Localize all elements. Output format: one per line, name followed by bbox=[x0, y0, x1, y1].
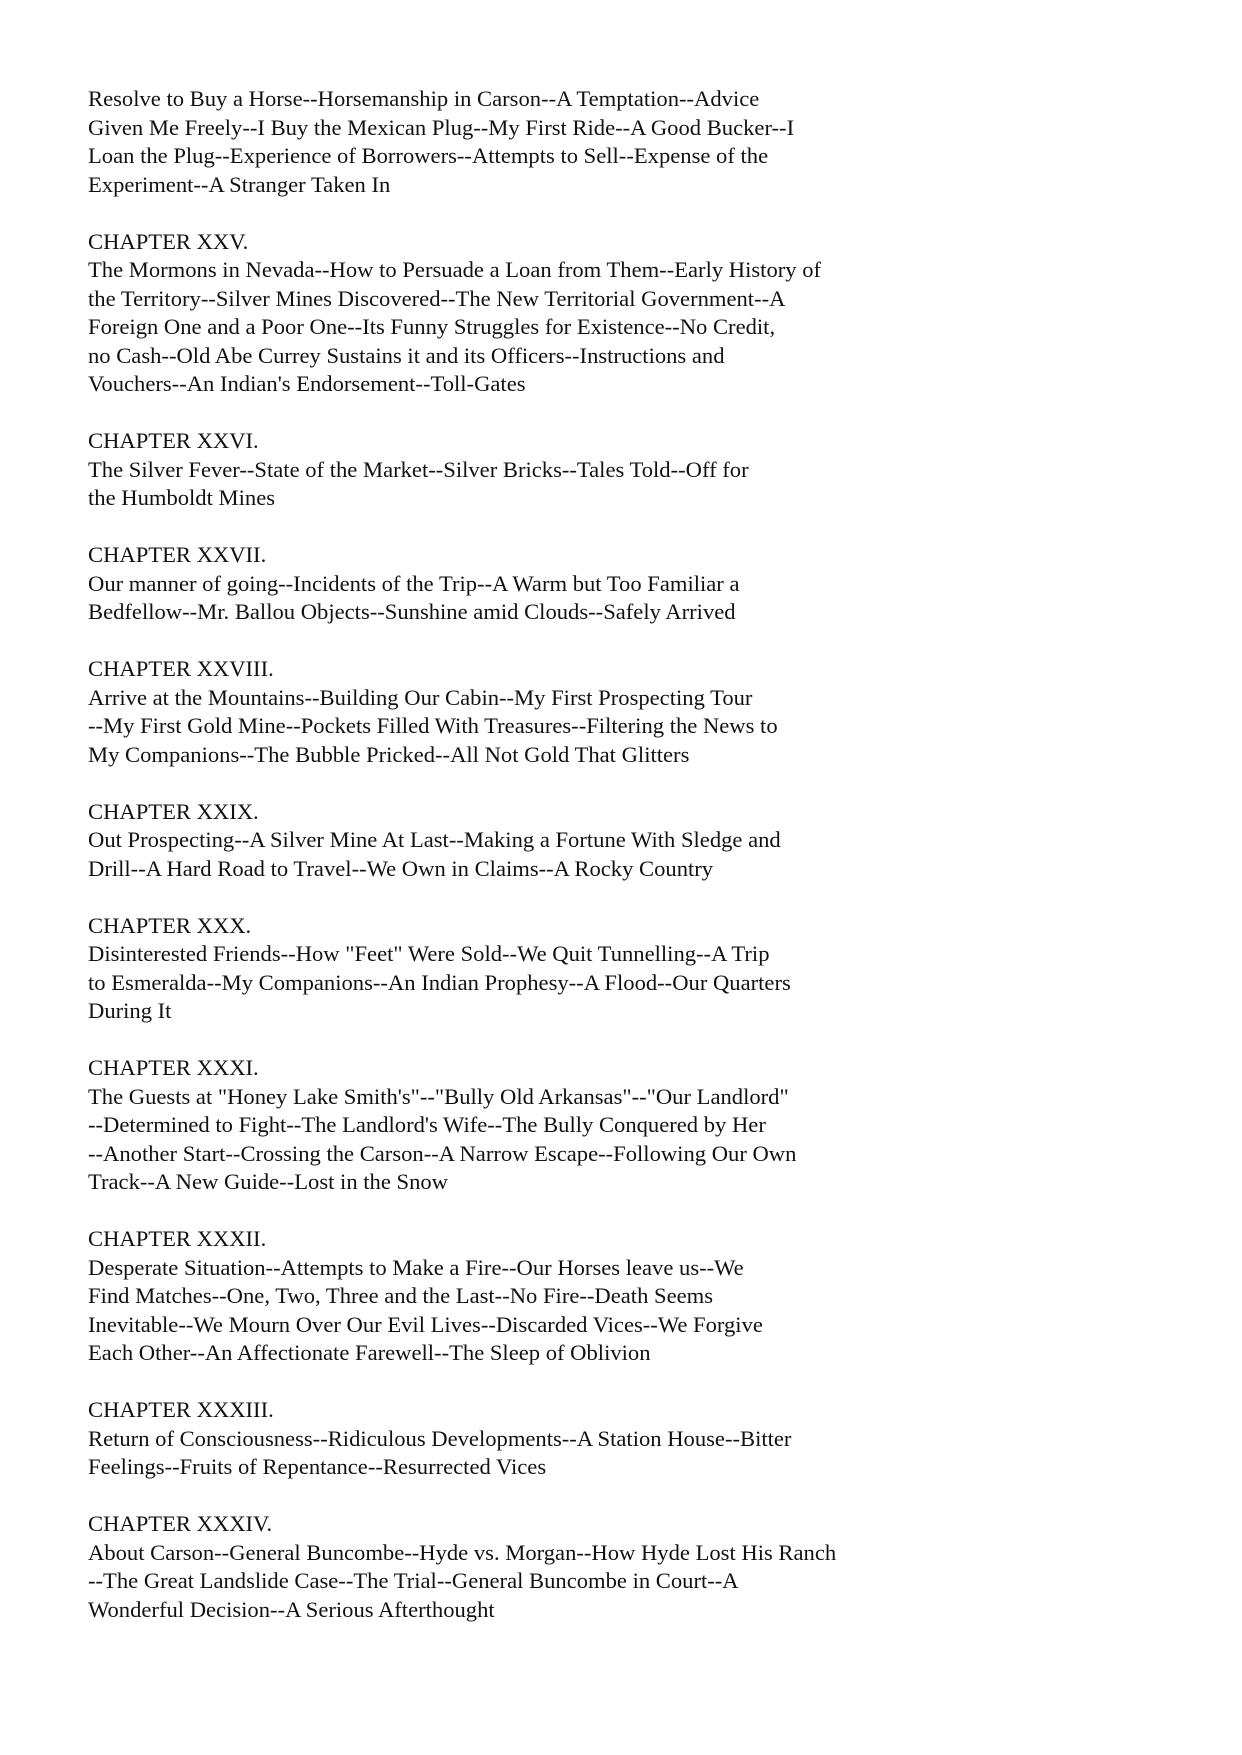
chapter-heading: CHAPTER XXVI. bbox=[88, 428, 259, 453]
text-line: Disinterested Friends--How "Feet" Were Sold--We Quit Tunnelling--A Trip bbox=[88, 941, 770, 966]
text-line: Foreign One and a Poor One--Its Funny Struggles for Existence--No Credit, bbox=[88, 314, 776, 339]
text-line: The Mormons in Nevada--How to Persuade a Loan from Them--Early History of bbox=[88, 257, 822, 282]
text-line: Desperate Situation--Attempts to Make a Fire--Our Horses leave us--We bbox=[88, 1254, 744, 1280]
text-line: no Cash--Old Abe Currey Sustains it and its Officers--Instructions and bbox=[88, 342, 725, 368]
chapter-heading: CHAPTER XXXI. bbox=[88, 1055, 259, 1080]
intro-paragraph bbox=[88, 85, 1188, 199]
chapter-heading: CHAPTER XXXII. bbox=[88, 1226, 267, 1251]
chapter-xxxi bbox=[88, 1054, 1188, 1197]
chapter-xxix bbox=[88, 798, 1188, 884]
text-line: Drill--A Hard Road to Travel--We Own in Claims--A Rocky Country bbox=[88, 855, 714, 881]
text-line: Find Matches--One, Two, Three and the Last--No Fire--Death Seems bbox=[88, 1283, 714, 1308]
text-line: --Another Start--Crossing the Carson--A Narrow Escape--Following Our Own bbox=[88, 1140, 797, 1166]
text-line: Given Me Freely--I Buy the Mexican Plug--My First Ride--A Good Bucker--I bbox=[88, 114, 795, 140]
chapter-heading: CHAPTER XXXIII. bbox=[88, 1397, 274, 1422]
chapter-xxxiv bbox=[88, 1510, 1188, 1624]
text-line: The Guests at "Honey Lake Smith's"--"Bully Old Arkansas"--"Our Landlord" bbox=[88, 1083, 789, 1109]
chapter-xxvi bbox=[88, 427, 1188, 513]
text-line: to Esmeralda--My Companions--An Indian Prophesy--A Flood--Our Quarters bbox=[88, 969, 791, 995]
text-line: My Companions--The Bubble Pricked--All Not Gold That Glitters bbox=[88, 741, 690, 767]
text-line: Wonderful Decision--A Serious Afterthought bbox=[88, 1596, 495, 1622]
text-line: The Silver Fever--State of the Market--Silver Bricks--Tales Told--Off for bbox=[88, 456, 749, 482]
text-line: Resolve to Buy a Horse--Horsemanship in Carson--A Temptation--Advice bbox=[88, 86, 760, 111]
text-line: Out Prospecting--A Silver Mine At Last--Making a Fortune With Sledge and bbox=[88, 827, 781, 852]
text-line: During It bbox=[88, 998, 172, 1023]
text-line: Experiment--A Stranger Taken In bbox=[88, 171, 391, 197]
chapter-heading: CHAPTER XXVII. bbox=[88, 542, 267, 567]
text-line: About Carson--General Buncombe--Hyde vs. Morgan--How Hyde Lost His Ranch bbox=[88, 1539, 837, 1565]
chapter-heading: CHAPTER XXVIII. bbox=[88, 656, 274, 681]
chapter-xxxiii bbox=[88, 1396, 1188, 1482]
text-line: Return of Consciousness--Ridiculous Developments--A Station House--Bitter bbox=[88, 1425, 792, 1451]
text-line: Track--A New Guide--Lost in the Snow bbox=[88, 1169, 448, 1194]
text-line: Each Other--An Affectionate Farewell--The Sleep of Oblivion bbox=[88, 1340, 651, 1365]
text-line: --My First Gold Mine--Pockets Filled With Treasures--Filtering the News to bbox=[88, 713, 778, 738]
text-line: Feelings--Fruits of Repentance--Resurrected Vices bbox=[88, 1454, 547, 1479]
text-line: Arrive at the Mountains--Building Our Cabin--My First Prospecting Tour bbox=[88, 684, 753, 710]
text-line: Vouchers--An Indian's Endorsement--Toll-Gates bbox=[88, 371, 526, 396]
chapter-heading: CHAPTER XXXIV. bbox=[88, 1511, 273, 1536]
chapter-heading: CHAPTER XXIX. bbox=[88, 798, 259, 824]
chapter-xxviii bbox=[88, 655, 1188, 769]
text-line: Inevitable--We Mourn Over Our Evil Lives--Discarded Vices--We Forgive bbox=[88, 1311, 763, 1337]
text-line: the Territory--Silver Mines Discovered--The New Territorial Government--A bbox=[88, 285, 786, 311]
chapter-xxv bbox=[88, 228, 1188, 399]
text-line: Bedfellow--Mr. Ballou Objects--Sunshine amid Clouds--Safely Arrived bbox=[88, 599, 736, 624]
chapter-heading: CHAPTER XXV. bbox=[88, 228, 249, 254]
text-line: --The Great Landslide Case--The Trial--General Buncombe in Court--A bbox=[88, 1568, 739, 1593]
chapter-xxx bbox=[88, 912, 1188, 1026]
text-line: --Determined to Fight--The Landlord's Wife--The Bully Conquered by Her bbox=[88, 1112, 766, 1137]
chapter-xxxii bbox=[88, 1225, 1188, 1368]
text-line: Our manner of going--Incidents of the Trip--A Warm but Too Familiar a bbox=[88, 570, 740, 596]
text-line: the Humboldt Mines bbox=[88, 485, 276, 510]
chapter-xxvii bbox=[88, 541, 1188, 627]
chapter-heading: CHAPTER XXX. bbox=[88, 912, 252, 938]
text-line: Loan the Plug--Experience of Borrowers--Attempts to Sell--Expense of the bbox=[88, 143, 769, 168]
document-page bbox=[88, 85, 1188, 1624]
